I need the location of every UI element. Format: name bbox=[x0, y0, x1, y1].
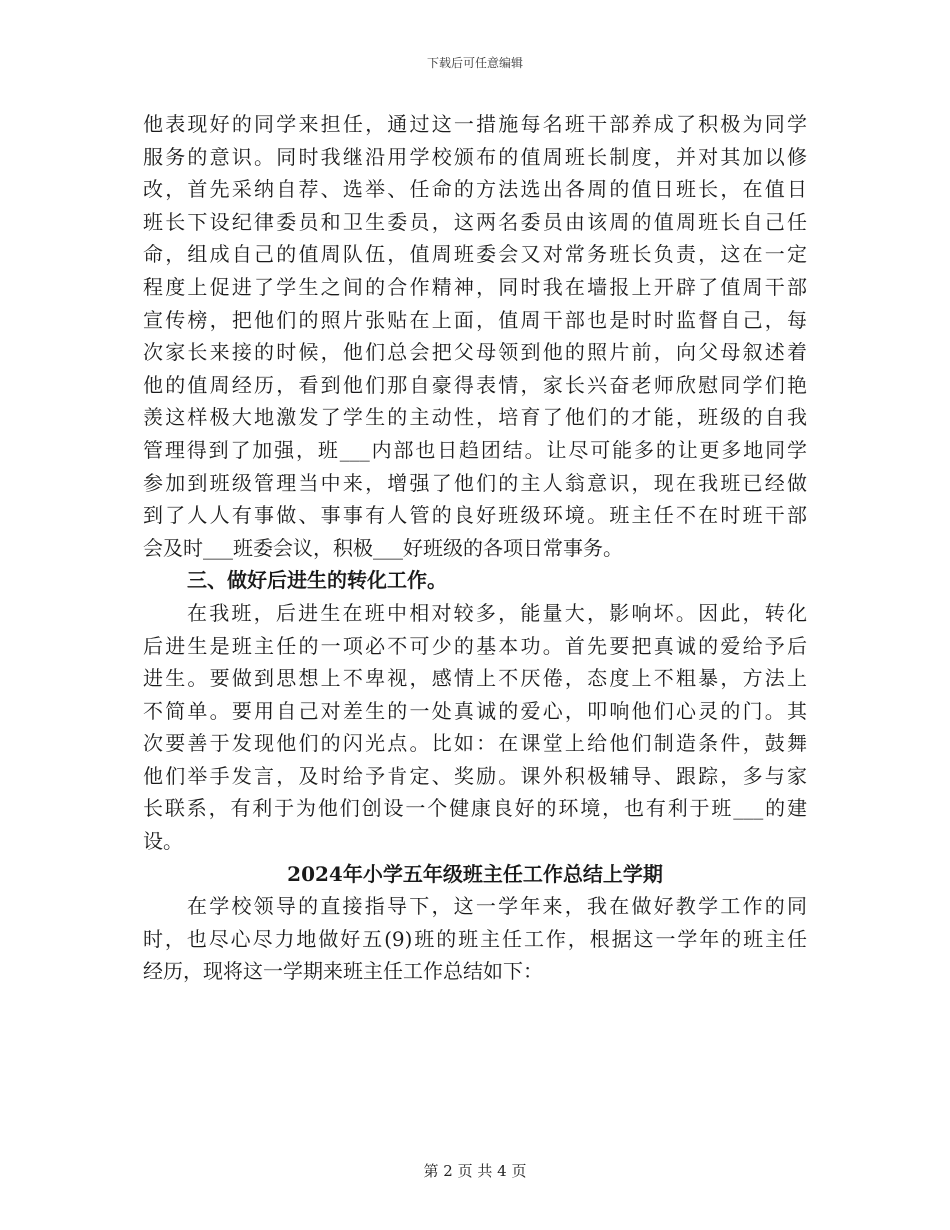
text-line: 参加到班级管理当中来，增强了他们的主人翁意识，现在我班已经做 bbox=[143, 470, 807, 495]
section-heading: 三、做好后进生的转化工作。 bbox=[187, 568, 447, 593]
text-line: 羡这样极大地激发了学生的主动性，培育了他们的才能，班级的自我 bbox=[143, 405, 807, 430]
text-line: 程度上促进了学生之间的合作精神，同时我在墙报上开辟了值周干部 bbox=[143, 274, 807, 299]
text-line: 长联系，有利于为他们创设一个健康良好的环境，也有利于班___的建 bbox=[143, 796, 807, 821]
paragraph-introduction bbox=[143, 890, 807, 988]
text-line: 时，也尽心尽力地做好五(9)班的班主任工作，根据这一学年的班主任 bbox=[143, 926, 807, 951]
text-line: 改，首先采纳自荐、选举、任命的方法选出各周的值日班长，在值日 bbox=[143, 177, 807, 202]
text-line: 他们举手发言，及时给予肯定、奖励。课外积极辅导、跟踪，多与家 bbox=[143, 763, 807, 788]
text-line: 经历，现将这一学期来班主任工作总结如下： bbox=[143, 959, 543, 984]
page-number: 第 2 页 共 4 页 bbox=[423, 1162, 527, 1180]
text-line: 命，组成自己的值周队伍，值周班委会又对常务班长负责，这在一定 bbox=[143, 242, 807, 267]
text-line: 他的值周经历，看到他们那自豪得表情，家长兴奋老师欣慰同学们艳 bbox=[143, 372, 807, 397]
text-line: 次要善于发现他们的闪光点。比如：在课堂上给他们制造条件，鼓舞 bbox=[143, 731, 807, 756]
text-line: 他表现好的同学来担任，通过这一措施每名班干部养成了积极为同学 bbox=[143, 112, 807, 136]
text-line: 在学校领导的直接指导下，这一学年来，我在做好教学工作的同 bbox=[187, 894, 807, 919]
document-body bbox=[143, 108, 807, 988]
text-line: 班长下设纪律委员和卫生委员，这两名委员由该周的值周班长自己任 bbox=[143, 209, 807, 234]
text-line: 管理得到了加强，班___内部也日趋团结。让尽可能多的让更多地同学 bbox=[143, 437, 807, 462]
text-line: 在我班，后进生在班中相对较多，能量大，影响坏。因此，转化 bbox=[187, 600, 807, 625]
text-line: 设。 bbox=[143, 829, 183, 854]
text-line: 进生。要做到思想上不卑视，感情上不厌倦，态度上不粗暴，方法上 bbox=[143, 666, 807, 691]
text-line: 不简单。要用自己对差生的一处真诚的爱心，叩响他们心灵的门。其 bbox=[143, 698, 807, 723]
paragraph-class-management bbox=[143, 108, 807, 564]
text-line: 会及时___班委会议，积极___好班级的各项日常事务。 bbox=[143, 535, 623, 560]
text-line: 次家长来接的时候，他们总会把父母领到他的照片前，向父母叙述着 bbox=[143, 340, 807, 365]
page-header-note: 下载后可任意编辑 bbox=[426, 56, 523, 70]
paragraph-struggling-students bbox=[143, 597, 807, 858]
text-line: 服务的意识。同时我继沿用学校颁布的值周班长制度，并对其加以修 bbox=[143, 144, 807, 169]
text-line: 后进生是班主任的一项必不可少的基本功。首先要把真诚的爱给予后 bbox=[143, 633, 807, 658]
document-title: 2024年小学五年级班主任工作总结上学期 bbox=[287, 861, 663, 886]
text-line: 宣传榜，把他们的照片张贴在上面，值周干部也是时时监督自己，每 bbox=[143, 307, 807, 332]
text-line: 到了人人有事做、事事有人管的良好班级环境。班主任不在时班干部 bbox=[143, 503, 807, 528]
